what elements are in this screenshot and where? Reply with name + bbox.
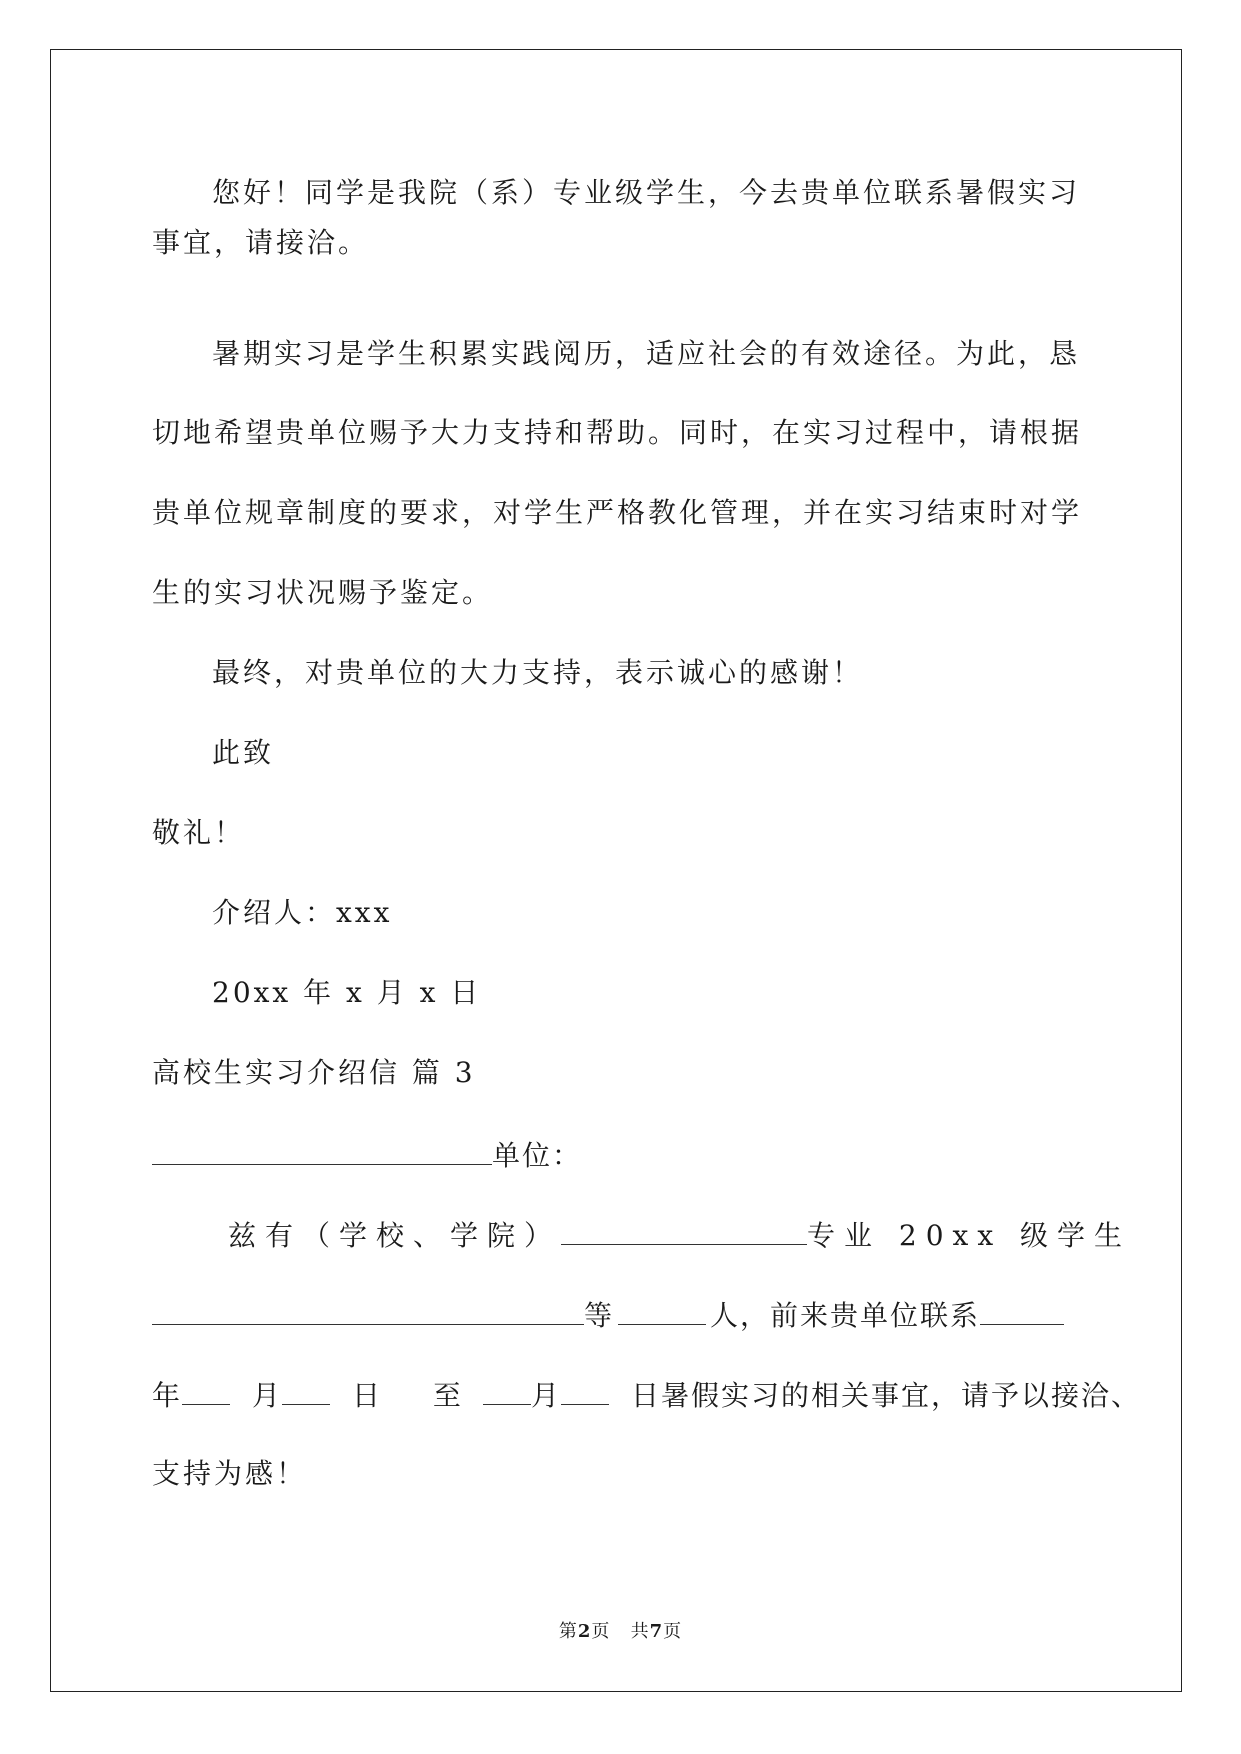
footer-gong: 共 xyxy=(630,1621,650,1642)
current-page-number: 2 xyxy=(577,1621,592,1642)
count-blank xyxy=(618,1296,706,1325)
start-month-blank xyxy=(182,1376,230,1405)
form-final-line: 支持为感！ xyxy=(152,1457,308,1490)
start-day-blank xyxy=(282,1376,330,1405)
end-month-blank xyxy=(483,1376,531,1405)
intro-end: 专业 20xx 级学生 xyxy=(807,1219,1132,1252)
ren-label: 人，前来贵单位联系 xyxy=(710,1299,981,1332)
student-name-blank xyxy=(152,1296,584,1325)
closing-salute: 敬礼！ xyxy=(152,816,246,849)
footer-di: 第 xyxy=(558,1621,578,1642)
page-border xyxy=(50,49,1182,1692)
ri-end-label: 日暑假实习的相关事宜，请予以接洽、 xyxy=(630,1379,1141,1412)
footer-ye1: 页 xyxy=(591,1621,611,1642)
paragraph-2-line-4: 生的实习状况赐予鉴定。 xyxy=(152,576,494,609)
deng-label: 等 xyxy=(584,1299,615,1332)
ri-zhi-label: 日 至 xyxy=(352,1379,483,1412)
paragraph-2-line-1: 暑期实习是学生积累实践阅历，适应社会的有效途径。为此，恳 xyxy=(212,337,1081,370)
form-student-line xyxy=(152,1296,1064,1334)
intro-start: 兹有（学校、学院） xyxy=(228,1219,562,1252)
yue2-label: 月 xyxy=(530,1379,561,1412)
major-blank xyxy=(561,1216,807,1245)
end-day-blank xyxy=(561,1376,609,1405)
paragraph-2-line-3: 贵单位规章制度的要求，对学生严格教化管理，并在实习结束时对学 xyxy=(152,496,1083,529)
paragraph-3: 最终，对贵单位的大力支持，表示诚心的感谢！ xyxy=(212,656,864,689)
paragraph-2-line-2: 切地希望贵单位赐予大力支持和帮助。同时，在实习过程中，请根据 xyxy=(152,416,1083,449)
total-pages-number: 7 xyxy=(649,1621,664,1642)
footer-ye2: 页 xyxy=(663,1621,683,1642)
paragraph-1-line-2: 事宜，请接洽。 xyxy=(152,226,370,259)
contact-blank xyxy=(980,1296,1064,1325)
introducer: 介绍人：xxx xyxy=(212,896,393,929)
form-intro-line xyxy=(228,1216,1131,1254)
yue1-label: 月 xyxy=(252,1379,283,1412)
letter-date: 20xx 年 x 月 x 日 xyxy=(212,976,482,1009)
form-date-line xyxy=(152,1376,1141,1414)
section-title: 高校生实习介绍信 篇 3 xyxy=(152,1056,476,1089)
nian-label: 年 xyxy=(152,1379,183,1412)
form-unit-line xyxy=(152,1136,582,1174)
unit-label: 单位： xyxy=(492,1139,583,1172)
paragraph-1-line-1: 您好！同学是我院（系）专业级学生，今去贵单位联系暑假实习 xyxy=(212,176,1081,209)
page-footer xyxy=(0,1620,1241,1644)
unit-blank xyxy=(152,1136,492,1165)
closing-to: 此致 xyxy=(212,736,275,769)
